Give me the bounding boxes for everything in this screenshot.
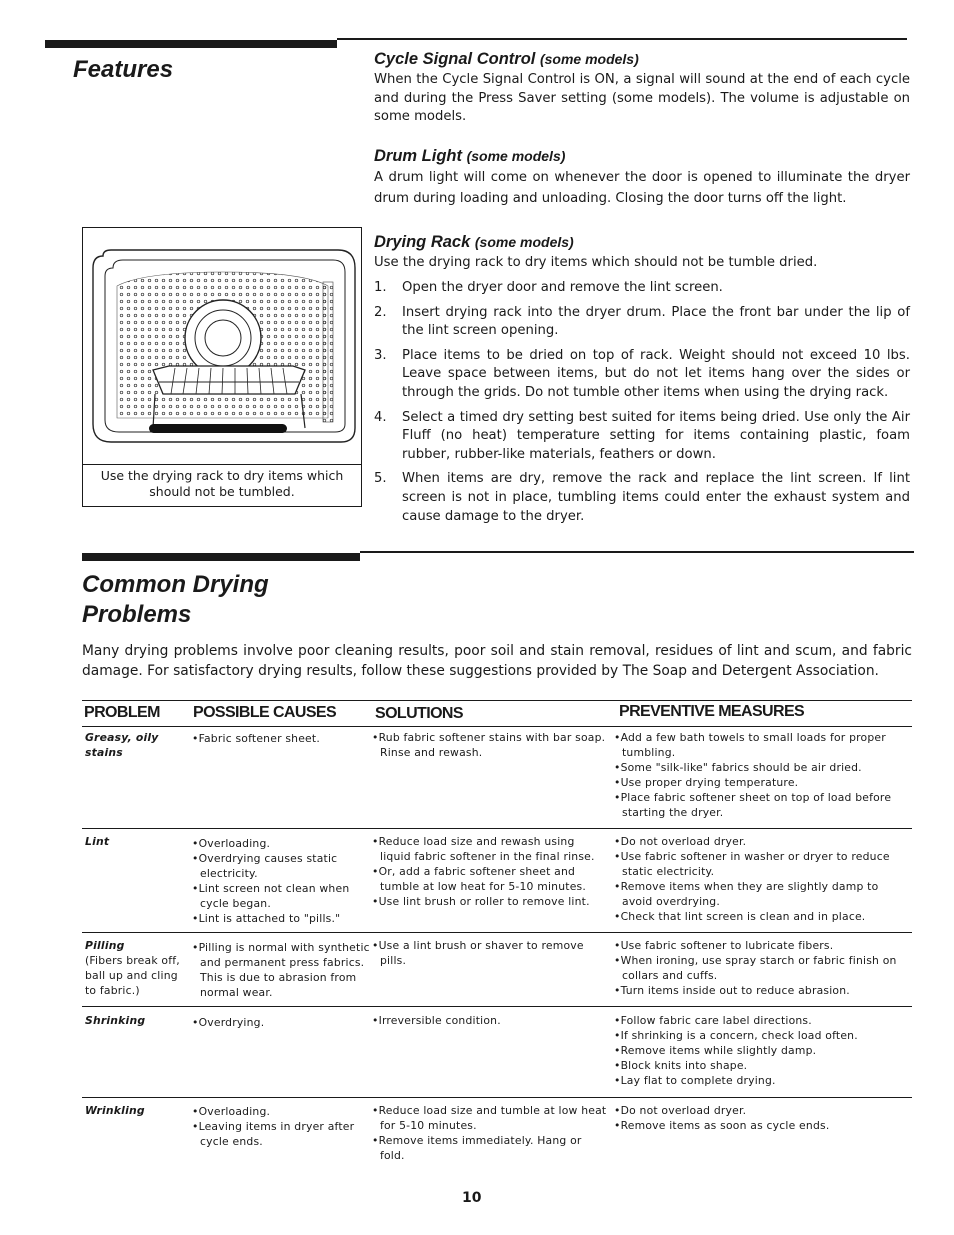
preventive-item: •Use fabric softener in washer or dryer to reduce static electricity. [614, 850, 890, 878]
solutions-cell [372, 1013, 608, 1028]
problem-cell [85, 1103, 185, 1118]
problem-name: Wrinkling [85, 1104, 145, 1117]
preventive-cell [614, 938, 904, 998]
preventive-item: •Add a few bath towels to small loads for proper tumbling. [614, 731, 886, 759]
causes-cell [192, 731, 372, 746]
problems-title-line2: Problems [82, 601, 192, 628]
drying-rack-heading [374, 232, 574, 252]
preventive-item: •Remove items while slightly damp. [614, 1044, 817, 1057]
table-top-rule [82, 700, 912, 701]
preventive-cell [614, 1013, 904, 1088]
step-text: Open the dryer door and remove the lint screen. [402, 280, 723, 295]
preventive-cell [614, 834, 904, 924]
causes-cell [192, 1015, 372, 1030]
cause-item: •Fabric softener sheet. [192, 732, 320, 745]
preventive-item: •Block knits into shape. [614, 1059, 748, 1072]
preventive-item: •Some "silk-like" fabrics should be air dried. [614, 761, 862, 774]
preventive-item: •Check that lint screen is clean and in place. [614, 910, 866, 923]
preventive-item: •Remove items as soon as cycle ends. [614, 1119, 830, 1132]
preventive-cell [614, 1103, 904, 1133]
preventive-item: •Use fabric softener to lubricate fibers. [614, 939, 834, 952]
problem-name: Pilling [85, 939, 125, 952]
step-item [374, 304, 910, 341]
preventive-cell [614, 730, 904, 820]
drying-rack-heading-text: Drying Rack [374, 233, 471, 251]
preventive-item: •Remove items when they are slightly damp to avoid overdrying. [614, 880, 879, 908]
cause-item: •Overdrying causes static electricity. [192, 852, 338, 880]
table-row [82, 1097, 912, 1162]
causes-cell [192, 1104, 372, 1149]
problems-rule-thin [360, 551, 914, 553]
header-preventive: PREVENTIVE MEASURES [619, 703, 805, 720]
page-number: 10 [462, 1190, 482, 1206]
step-text: Select a timed dry setting best suited for items being dried. Use only the Air Fluff (no heat) temperature setting for items containing plastic, foam rubber, rubber-like materials, feathers or down. [402, 409, 910, 462]
table-row [82, 828, 912, 933]
drum-light-heading [374, 146, 565, 166]
step-number: 1. [374, 280, 387, 295]
solution-item: •Irreversible condition. [372, 1014, 501, 1027]
problem-cell [85, 834, 185, 849]
preventive-item: •Do not overload dryer. [614, 835, 747, 848]
cause-item: •Lint screen not clean when cycle began. [192, 882, 350, 910]
cause-item: •Leaving items in dryer after cycle ends. [192, 1120, 355, 1148]
step-text: Place items to be dried on top of rack. Weight should not exceed 10 lbs. Leave space between items, but do not let items hang over the sides or through the grids. Do not tumble other items when using the drying rack. [402, 347, 910, 400]
features-rule-thin [337, 38, 907, 40]
solution-item: •Or, add a fabric softener sheet and tumble at low heat for 5-10 minutes. [372, 865, 586, 893]
header-problem: PROBLEM [84, 704, 160, 721]
solution-item: •Remove items immediately. Hang or fold. [372, 1134, 582, 1162]
solution-item: •Use a lint brush or shaver to remove pills. [372, 939, 584, 967]
step-text: When items are dry, remove the rack and replace the lint screen. If lint screen is not in place, tumbling items could enter the exhaust system and cause damage to the dryer. [402, 471, 910, 524]
problem-cell [85, 1013, 185, 1028]
solutions-cell [372, 938, 608, 968]
features-title: Features [73, 56, 174, 83]
preventive-item: •Follow fabric care label directions. [614, 1014, 812, 1027]
figure-caption: Use the drying rack to dry items which should not be tumbled. [100, 468, 344, 499]
step-number: 4. [374, 409, 387, 425]
cycle-signal-body: When the Cycle Signal Control is ON, a signal will sound at the end of each cycle and during the Press Saver setting (some models). The volume is adjustable on some models. [374, 72, 910, 125]
dryer-drum-illustration [83, 228, 361, 464]
problems-title-line1: Common Drying [82, 571, 269, 598]
figure-caption-divider [83, 464, 361, 465]
cause-item: •Overloading. [192, 837, 271, 850]
cycle-signal-heading [374, 49, 639, 69]
preventive-item: •When ironing, use spray starch or fabric finish on collars and cuffs. [614, 954, 897, 982]
problem-name: Lint [85, 835, 110, 848]
step-number: 3. [374, 347, 387, 363]
step-item [374, 279, 910, 298]
cause-item: •Overdrying. [192, 1016, 265, 1029]
cycle-signal-heading-text: Cycle Signal Control [374, 50, 536, 68]
problems-rule-thick [82, 553, 360, 561]
problems-title [82, 570, 269, 630]
table-row [82, 932, 912, 1007]
features-rule-thick [45, 40, 337, 48]
preventive-item: •Turn items inside out to reduce abrasion. [614, 984, 850, 997]
step-number: 2. [374, 304, 387, 320]
solution-item: •Rub fabric softener stains with bar soap. Rinse and rewash. [372, 731, 606, 759]
solution-item: •Reduce load size and tumble at low heat for 5-10 minutes. [372, 1104, 607, 1132]
causes-cell [192, 836, 372, 926]
preventive-item: •If shrinking is a concern, check load often. [614, 1029, 858, 1042]
step-item [374, 409, 910, 465]
solutions-cell [372, 834, 608, 909]
header-causes: POSSIBLE CAUSES [193, 704, 337, 721]
header-solutions: SOLUTIONS [375, 705, 463, 722]
solution-item: •Use lint brush or roller to remove lint. [372, 895, 590, 908]
problems-intro: Many drying problems involve poor cleaning results, poor soil and stain removal, residues of lint and scum, and fabric damage. For satisfactory drying results, follow these suggestions provided by The Soap and Detergent Association. [82, 643, 912, 679]
preventive-item: •Lay flat to complete drying. [614, 1074, 776, 1087]
causes-cell [192, 940, 372, 1000]
preventive-item: •Place fabric softener sheet on top of load before starting the dryer. [614, 791, 892, 819]
problem-name: Greasy, oily stains [85, 731, 159, 759]
solutions-cell [372, 1103, 608, 1163]
table-row [82, 727, 912, 829]
solution-item: •Reduce load size and rewash using liquid fabric softener in the final rinse. [372, 835, 595, 863]
cause-item: •Pilling is normal with synthetic and permanent press fabrics. This is due to abrasion from normal wear. [192, 941, 370, 999]
problem-note: (Fibers break off, ball up and cling to fabric.) [85, 954, 180, 997]
drum-light-heading-text: Drum Light [374, 147, 462, 165]
solutions-cell [372, 730, 608, 760]
problem-cell [85, 938, 185, 998]
drying-rack-note: (some models) [474, 234, 574, 250]
cycle-signal-note: (some models) [539, 51, 639, 67]
step-text: Insert drying rack into the dryer drum. Place the front bar under the lip of the lint screen opening. [402, 304, 910, 339]
step-number: 5. [374, 471, 387, 487]
drum-light-note: (some models) [466, 148, 566, 164]
drying-rack-steps [374, 279, 910, 532]
problem-name: Shrinking [85, 1014, 146, 1027]
drying-rack-intro: Use the drying rack to dry items which should not be tumble dried. [374, 255, 818, 270]
cause-item: •Lint is attached to "pills." [192, 912, 341, 925]
step-item [374, 470, 910, 526]
preventive-item: •Do not overload dryer. [614, 1104, 747, 1117]
drying-rack-figure [82, 227, 362, 507]
problem-cell [85, 730, 185, 760]
preventive-item: •Use proper drying temperature. [614, 776, 799, 789]
cause-item: •Overloading. [192, 1105, 271, 1118]
drum-light-body: A drum light will come on whenever the door is opened to illuminate the dryer drum during loading and unloading. Closing the door turns off the light. [374, 170, 910, 206]
step-item [374, 347, 910, 403]
table-row [82, 1006, 912, 1098]
